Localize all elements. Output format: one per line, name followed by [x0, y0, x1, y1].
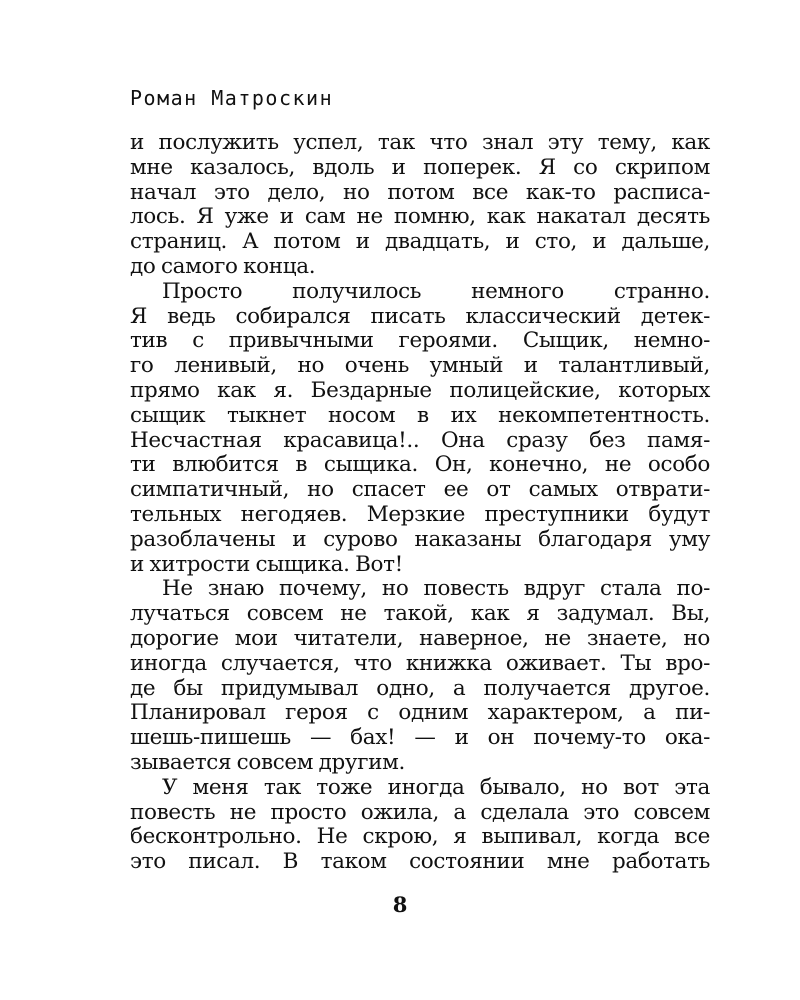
- text-line: Планировал героя с одним характером, а пи-: [130, 700, 710, 726]
- text-line: Просто получилось немного странно.: [162, 278, 710, 304]
- text-line: лучаться совсем не такой, как я задумал. Вы,: [130, 601, 710, 627]
- text-line: разоблачены и сурово наказаны благодаря уму: [130, 526, 710, 552]
- text-line: прямо как я. Бездарные полицейские, которых: [130, 377, 710, 403]
- text-line: де бы придумывал одно, а получается другое.: [130, 675, 710, 701]
- text-line: лось. Я уже и сам не помню, как накатал десять: [130, 204, 710, 230]
- text-line: Не знаю почему, но повесть вдруг стала по-: [162, 576, 710, 602]
- text-line: Несчастная красавица!.. Она сразу без памя-: [130, 427, 710, 453]
- text-line: и послужить успел, так что знал эту тему, как: [130, 130, 710, 155]
- text-line: сыщик тыкнет носом в их некомпетентность.: [130, 402, 710, 428]
- text-line: тельных негодяев. Мерзкие преступники будут: [130, 501, 710, 527]
- text-line: мне казалось, вдоль и поперек. Я со скрипом: [130, 154, 710, 180]
- text-line: страниц. А потом и двадцать, и сто, и дальше,: [130, 229, 710, 255]
- text-line: симпатичный, но спасет ее от самых отврати-: [130, 477, 710, 503]
- text-line: иногда случается, что книжка оживает. Ты вро-: [130, 650, 710, 676]
- body-text: [130, 131, 710, 875]
- running-title: Роман Матроскин: [130, 86, 334, 110]
- text-line: дорогие мои читатели, наверное, не знаете, но: [130, 625, 710, 651]
- text-line: до самого конца.: [130, 253, 316, 279]
- text-line: ти влюбится в сыщика. Он, конечно, не особо: [130, 452, 710, 478]
- text-line: зывается совсем другим.: [130, 749, 405, 775]
- text-line: Я ведь собирался писать классический детек-: [130, 303, 710, 329]
- text-line: тив с привычными героями. Сыщик, немно-: [130, 328, 710, 354]
- text-line: У меня так тоже иногда бывало, но вот эта: [162, 774, 710, 800]
- text-line: повесть не просто ожила, а сделала это совсем: [130, 799, 710, 825]
- text-line: шешь-пишешь — бах! — и он почему-то ока-: [130, 725, 710, 751]
- text-line: начал это дело, но потом все как-то расписа-: [130, 179, 710, 205]
- text-line: бесконтрольно. Не скрою, я выпивал, когда все: [130, 824, 710, 850]
- text-line: го ленивый, но очень умный и талантливый,: [130, 353, 710, 379]
- page-number: 8: [392, 892, 408, 917]
- text-line: и хитрости сыщика. Вот!: [130, 551, 403, 577]
- text-line: это писал. В таком состоянии мне работать: [130, 849, 710, 875]
